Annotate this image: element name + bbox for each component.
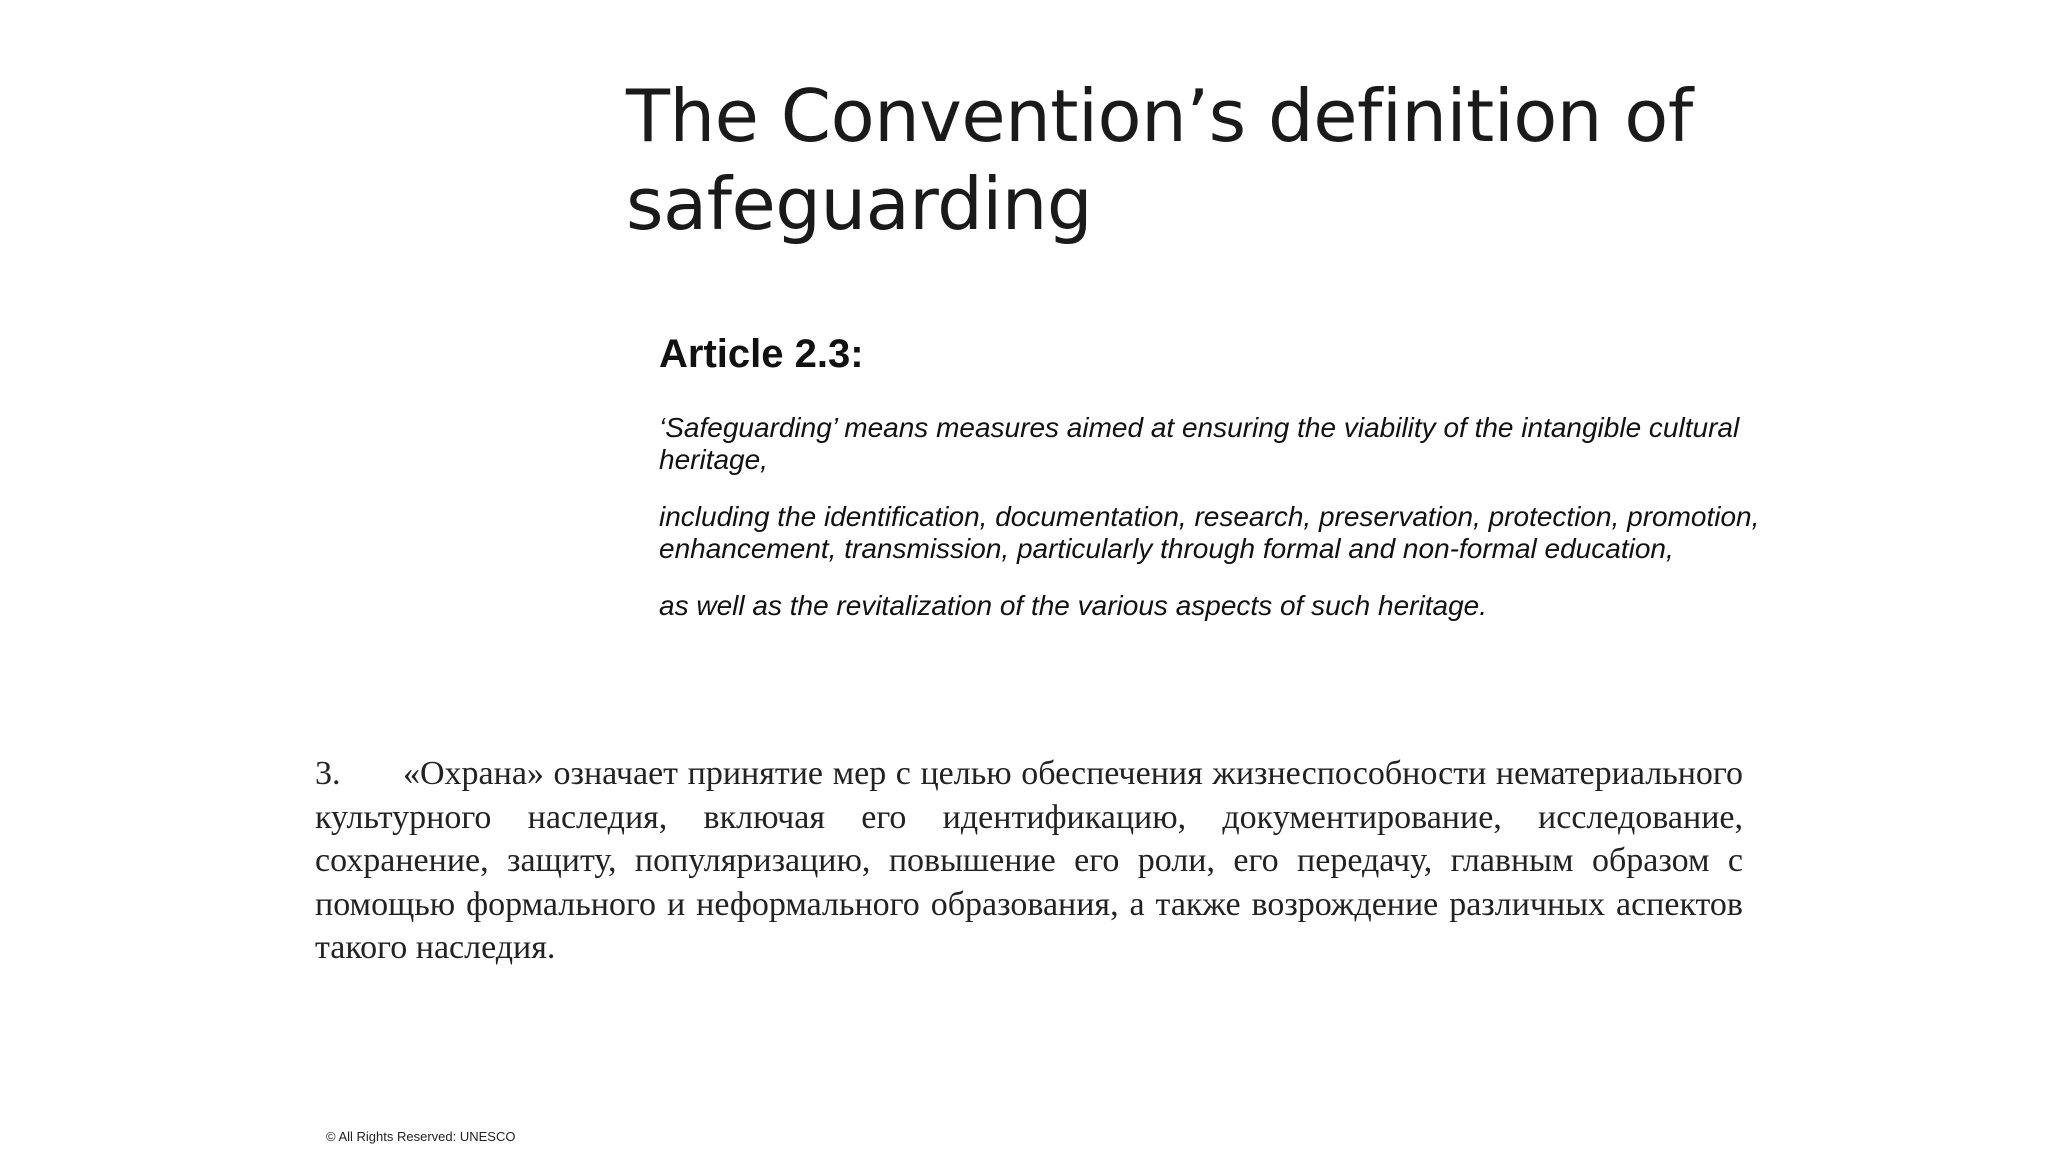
article-heading: Article 2.3:	[659, 332, 864, 376]
article-paragraph-3: as well as the revitalization of the various aspects of such heritage.	[659, 590, 1487, 621]
slide-title-line-2: safeguarding	[626, 162, 1093, 246]
article-paragraph-2: including the identification, documentation, research, preservation, protection, promotion, enhancement, transmission, particularly through formal and non-formal education,	[659, 501, 1760, 564]
russian-translation	[315, 752, 1743, 970]
slide-title-line-1: The Convention’s definition of	[626, 74, 1693, 158]
slide-title	[626, 72, 1826, 248]
russian-clause-number: 3.	[315, 755, 341, 792]
russian-clause-text: «Охрана» означает принятие мер с целью обеспечения жизнеспособности нематериального культурного наследия, включая его идентификацию, документирование, исследование, сохранение, защиту, популяризацию, повышение его роли, его передачу, главным образом с помощью формального и неформального образования, а также возрождение различных аспектов такого наследия.	[315, 755, 1743, 966]
article-paragraph-1: ‘Safeguarding’ means measures aimed at ensuring the viability of the intangible cultural heritage,	[659, 412, 1740, 475]
article-excerpt	[659, 330, 1769, 647]
copyright-notice: © All Rights Reserved: UNESCO	[326, 1129, 516, 1144]
